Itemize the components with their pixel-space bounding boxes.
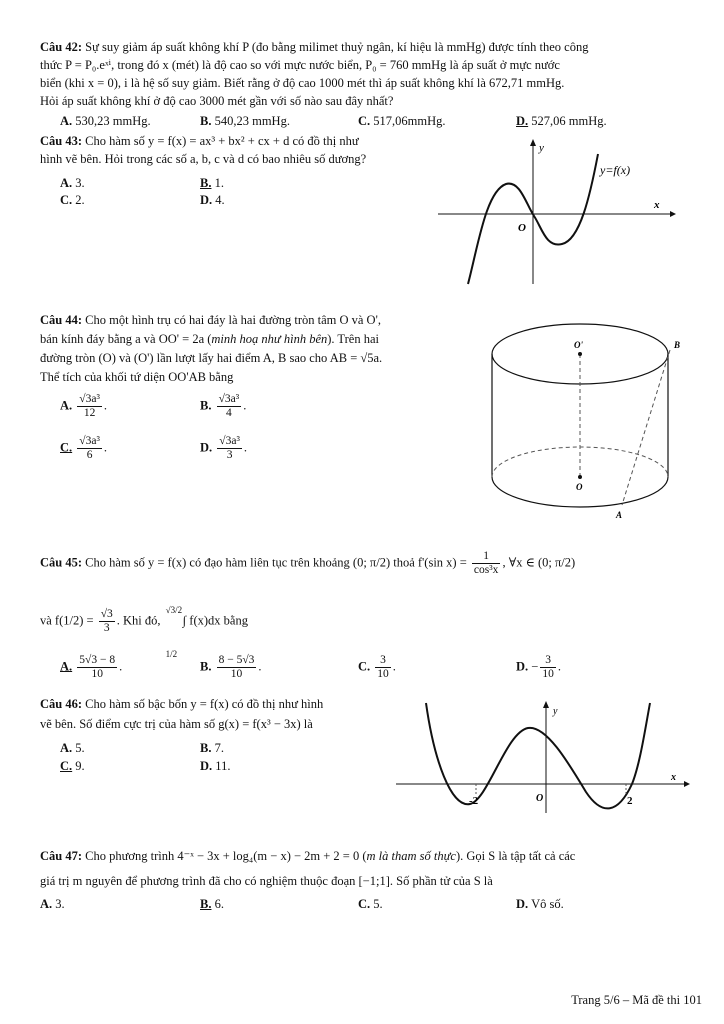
y-axis-arrow-icon: [543, 701, 549, 708]
q44-line1: Câu 44: Cho một hình trụ có hai đáy là hai đường tròn tâm O và O',: [40, 313, 381, 327]
q46-option-d[interactable]: D. 11.: [200, 759, 231, 773]
q47-option-a[interactable]: A. 3.: [40, 897, 65, 911]
q43-line1: Câu 43: Cho hàm số y = f(x) = ax³ + bx² + cx + d có đồ thị như: [40, 134, 359, 148]
q42-line3: biển (khi x = 0), i là hệ số suy giảm. Biết rằng ở độ cao 1000 mét thì áp suất không khí là 672,71 mmHg.: [40, 76, 565, 90]
x-axis-label: x: [671, 772, 676, 783]
q43-option-d[interactable]: D. 4.: [200, 193, 225, 207]
q47-option-b[interactable]: B. 6.: [200, 897, 224, 911]
q47-option-d[interactable]: D. Vô số.: [516, 897, 564, 911]
q42-label: Câu 42:: [40, 40, 83, 54]
question-44: [40, 311, 480, 387]
q47-line2: giá trị m nguyên để phương trình đã cho có nghiệm thuộc đoạn [−1;1]. Số phần tử của S là: [40, 874, 493, 888]
origin-label: O: [536, 793, 544, 804]
question-42: [40, 38, 690, 110]
q45-option-d[interactable]: D. − $\frac{3}{10}$ .: [516, 654, 561, 680]
page-footer: Trang 5/6 – Mã đề thi 101: [571, 993, 702, 1007]
point-o-prime: [578, 352, 582, 356]
q43-line2: hình vẽ bên. Hỏi trong các số a, b, c và d có bao nhiêu số dương?: [40, 152, 367, 166]
q42-line1: Câu 42: Sự suy giảm áp suất không khí P (đo bằng milimet thuỷ ngân, kí hiệu là mmHg) được tính theo công: [40, 40, 589, 54]
x-axis-arrow-icon: [670, 211, 676, 217]
y-axis-label: y: [553, 706, 558, 717]
q43-option-c[interactable]: C. 2.: [60, 193, 85, 207]
q46-option-a[interactable]: A. 5.: [60, 741, 85, 755]
function-label: y=f(x): [600, 163, 631, 177]
q45-option-b[interactable]: B. $\frac{8 - 5√3}{10}$ .: [200, 654, 262, 680]
q44-line3: đường tròn (O) và (O') lần lượt lấy hai điểm A, B sao cho AB = √5a.: [40, 351, 383, 365]
origin-label: O: [518, 222, 526, 234]
q45-line2: và f(1/2) = $\frac{√3}{3}$ . Khi đó, √3/2 1/2 ∫ f(x)dx bằng: [40, 605, 248, 660]
q47-line1: Câu 47: Cho phương trình 4⁻ˣ − 3x + log₄(m − x) − 2m + 2 = 0 (m là tham số thực). Gọi S là tập tất cả các: [40, 849, 576, 863]
q43-option-b[interactable]: B. 1.: [200, 176, 224, 190]
q42-option-c[interactable]: C. 517,06mmHg.: [358, 114, 446, 128]
q46-option-c[interactable]: C. 9.: [60, 759, 85, 773]
q44-option-c[interactable]: C. $\frac{\text{√3a³}}{6}$ .: [60, 435, 108, 461]
q46-quartic-graph: [396, 700, 692, 815]
question-46: [40, 694, 400, 734]
point-o: [578, 475, 582, 479]
q42-line2: thức P = P₀.eˣⁱ, trong đó x (mét) là độ cao so với mực nước biển, P₀ = 760 mmHg là áp suất ở mực nước: [40, 58, 560, 72]
q45-line1: Câu 45: Cho hàm số y = f(x) có đạo hàm liên tục trên khoảng (0; π/2) thoả f'(sin x) = $\frac{1}{\text{cos³x}}$ , ∀x ∈ (0; π/2): [40, 550, 576, 576]
integral-expression: ∫ f(x)dx: [182, 613, 221, 628]
q43-option-a[interactable]: A. 3.: [60, 176, 85, 190]
q42-option-a[interactable]: A. 530,23 mmHg.: [60, 114, 151, 128]
label-b: B: [674, 340, 681, 350]
q42-option-d[interactable]: D. 527,06 mmHg.: [516, 114, 607, 128]
y-axis-arrow-icon: [530, 139, 536, 146]
q42-line4: Hỏi áp suất không khí ở độ cao 3000 mét gần với số nào sau đây nhất?: [40, 94, 394, 108]
q45-interval: (0; π/2): [352, 555, 391, 570]
q44-option-d[interactable]: D. $\frac{\text{√3a³}}{3}$ .: [200, 435, 248, 461]
y-axis-label: y: [539, 142, 544, 154]
q45-option-c[interactable]: C. $\frac{3}{10}$ .: [358, 654, 396, 680]
q42-option-b[interactable]: B. 540,23 mmHg.: [200, 114, 290, 128]
question-43: [40, 132, 440, 168]
label-o-prime: O': [574, 340, 583, 350]
label-plus-2: 2: [627, 795, 633, 807]
q46-option-b[interactable]: B. 7.: [200, 741, 224, 755]
label-a: A: [616, 510, 623, 520]
q46-line1: Câu 46: Cho hàm số bậc bốn y = f(x) có đồ thị như hình: [40, 697, 324, 711]
q46-line2: vẽ bên. Số điểm cực trị của hàm số g(x) = f(x³ − 3x) là: [40, 717, 313, 731]
x-axis-arrow-icon: [684, 781, 690, 787]
label-minus-2: -2: [469, 795, 479, 807]
x-axis-label: x: [654, 199, 660, 211]
q44-cylinder-figure: [488, 312, 698, 522]
q45-option-a[interactable]: A. $\frac{5√3 - 8}{10}$ .: [60, 654, 123, 680]
q44-option-b[interactable]: B. $\frac{\text{√3a³}}{4}$ .: [200, 393, 247, 419]
q47-option-c[interactable]: C. 5.: [358, 897, 383, 911]
q43-cubic-graph: [438, 136, 678, 286]
label-o: O: [576, 482, 583, 492]
q44-line4: Thể tích của khối tứ diện OO'AB bằng: [40, 370, 234, 384]
q44-option-a[interactable]: A. $\frac{\text{√3a³}}{12}$ .: [60, 393, 108, 419]
q44-line2: bán kính đáy bằng a và OO' = 2a (minh hoạ như hình bên). Trên hai: [40, 332, 379, 346]
